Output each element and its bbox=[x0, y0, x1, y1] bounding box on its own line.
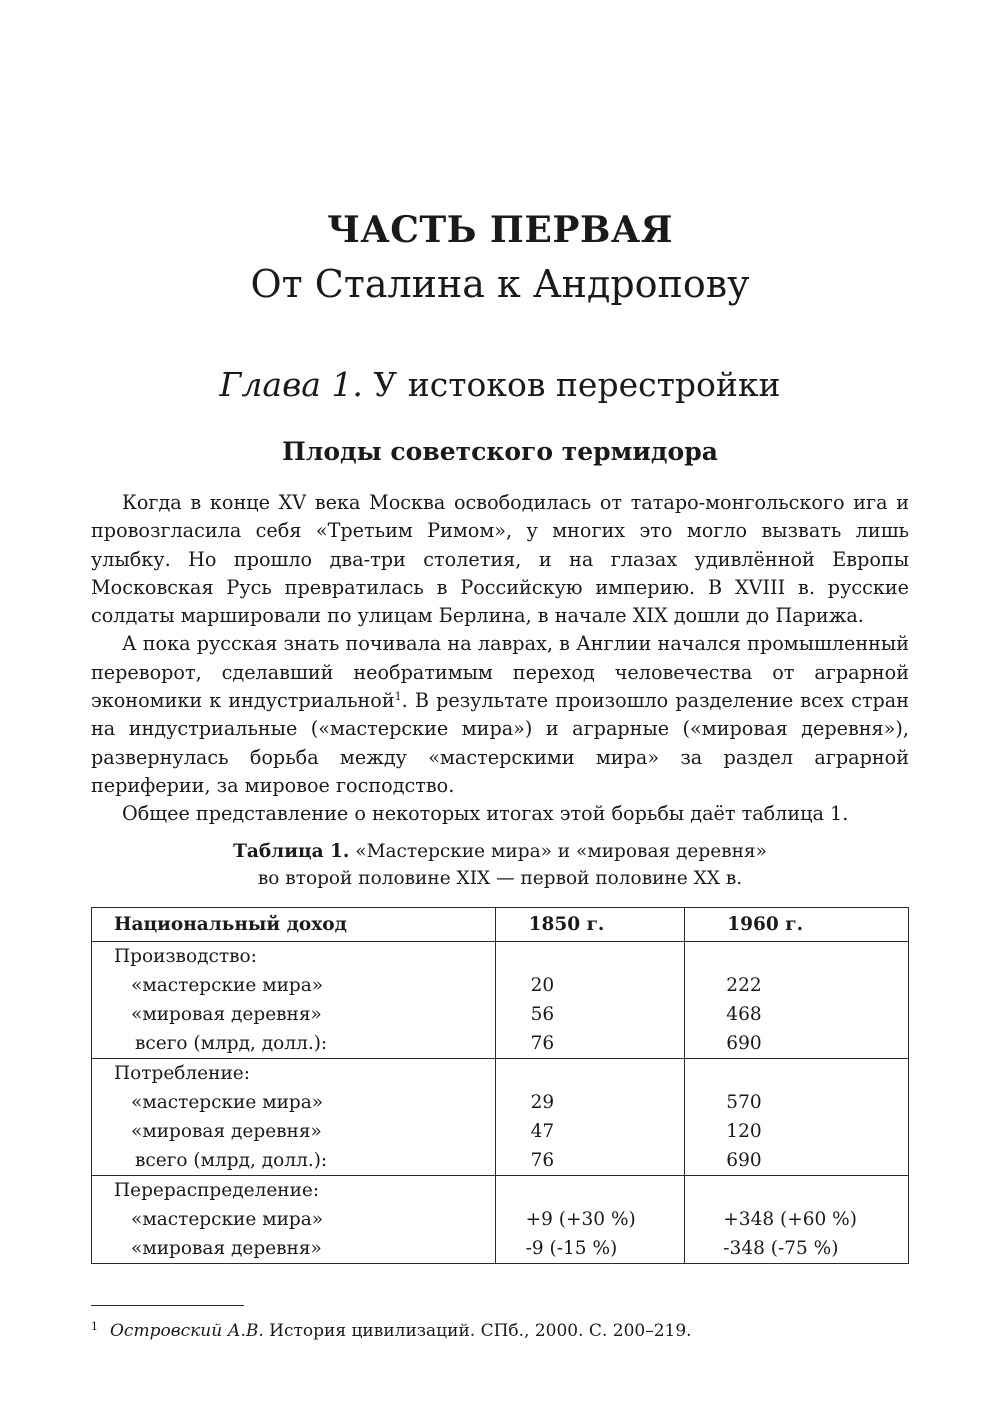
section-heading: Плоды советского термидора bbox=[282, 437, 718, 466]
paragraph-3: Общее представление о некоторых итогах этой борьбы даёт таблица 1. bbox=[122, 802, 849, 826]
table-group-consumption bbox=[92, 1059, 909, 1176]
row-label: «мировая деревня» bbox=[131, 1121, 322, 1142]
row-label: всего (млрд, долл.): bbox=[135, 1150, 328, 1171]
table-caption-title: «Мастерские мира» и «мировая деревня» bbox=[349, 841, 767, 862]
row-label: «мастерские мира» bbox=[131, 1209, 324, 1230]
row-label: всего (млрд, долл.): bbox=[135, 1033, 328, 1054]
paragraph-2-part-a: А пока русская знать почивала на лаврах, в Англии начался промышленный переворот, сделавший необратимым переход человечества от аграрной экономики к индустриальной bbox=[91, 632, 909, 713]
table-group-row bbox=[92, 942, 909, 1059]
value-1850: 76 bbox=[530, 1150, 555, 1171]
table-caption bbox=[0, 838, 1000, 892]
row-label: «мировая деревня» bbox=[131, 1238, 322, 1259]
paragraph-2 bbox=[91, 630, 909, 800]
table-header-row bbox=[92, 908, 909, 942]
value-1960: 570 bbox=[726, 1092, 762, 1113]
table-caption-line-2: во второй половине XIX — первой половине XX в. bbox=[257, 868, 743, 889]
group-category: Производство: bbox=[114, 946, 257, 967]
table-group-production bbox=[92, 942, 909, 1059]
part-subtitle: От Сталина к Андропову bbox=[250, 262, 750, 306]
header-1850: 1850 г. bbox=[495, 908, 685, 942]
table-group-row bbox=[92, 1059, 909, 1176]
footnote bbox=[91, 1314, 909, 1344]
value-1850: +9 (+30 %) bbox=[525, 1209, 636, 1230]
row-label: «мастерские мира» bbox=[131, 975, 324, 996]
table-caption-line-1 bbox=[0, 838, 1000, 865]
value-1960: 690 bbox=[726, 1033, 762, 1054]
footnote-number: 1 bbox=[91, 1320, 98, 1333]
paragraph-2-part-b: . В результате произошло разделение всех стран на индустриальные («мастерские мира») и аграрные («мировая деревня»), развернулась борьба между «мастерскими мира» за раздел аграрной периферии, за мировое господство. bbox=[91, 689, 909, 797]
value-1960: 120 bbox=[726, 1121, 762, 1142]
value-1850: 56 bbox=[530, 1004, 555, 1025]
footnote-text: История цивилизаций. СПб., 2000. С. 200–219. bbox=[263, 1321, 692, 1341]
header-1960: 1960 г. bbox=[685, 908, 909, 942]
header-national-income: Национальный доход bbox=[92, 908, 496, 942]
table-caption-label: Таблица 1. bbox=[233, 841, 350, 862]
value-1960: +348 (+60 %) bbox=[723, 1209, 857, 1230]
group-category: Перераспределение: bbox=[114, 1180, 320, 1201]
income-table bbox=[91, 907, 909, 1264]
chapter-heading bbox=[0, 362, 1000, 408]
chapter-label: Глава 1. bbox=[219, 365, 363, 404]
value-1850: 47 bbox=[530, 1121, 555, 1142]
paragraph-1: Когда в конце XV века Москва освободилась от татаро-монгольского ига и провозгласила себя «Третьим Римом», у многих это могло вызвать лишь улыбку. Но прошло два-три столетия, и на глазах удивлённой Европы Московская Русь превратилась в Российскую империю. В XVIII в. русские солдаты маршировали по улицам Берлина, в начале XIX дошли до Парижа. bbox=[91, 491, 909, 628]
table-group-redistribution bbox=[92, 1176, 909, 1264]
body-text bbox=[91, 489, 909, 829]
part-title: ЧАСТЬ ПЕРВАЯ bbox=[327, 209, 673, 251]
value-1960: -348 (-75 %) bbox=[723, 1238, 839, 1259]
footnote-author: Островский А.В. bbox=[110, 1321, 264, 1341]
value-1850: 29 bbox=[530, 1092, 555, 1113]
value-1960: 690 bbox=[726, 1150, 762, 1171]
footnote-reference[interactable]: 1 bbox=[394, 690, 402, 704]
value-1850: 76 bbox=[530, 1033, 555, 1054]
group-category: Потребление: bbox=[114, 1063, 250, 1084]
value-1960: 468 bbox=[726, 1004, 762, 1025]
row-label: «мировая деревня» bbox=[131, 1004, 322, 1025]
table-group-row bbox=[92, 1176, 909, 1264]
chapter-title: У истоков перестройки bbox=[362, 365, 781, 404]
value-1850: -9 (-15 %) bbox=[525, 1238, 618, 1259]
row-label: «мастерские мира» bbox=[131, 1092, 324, 1113]
footnote-divider bbox=[91, 1305, 244, 1306]
value-1960: 222 bbox=[726, 975, 762, 996]
value-1850: 20 bbox=[530, 975, 555, 996]
